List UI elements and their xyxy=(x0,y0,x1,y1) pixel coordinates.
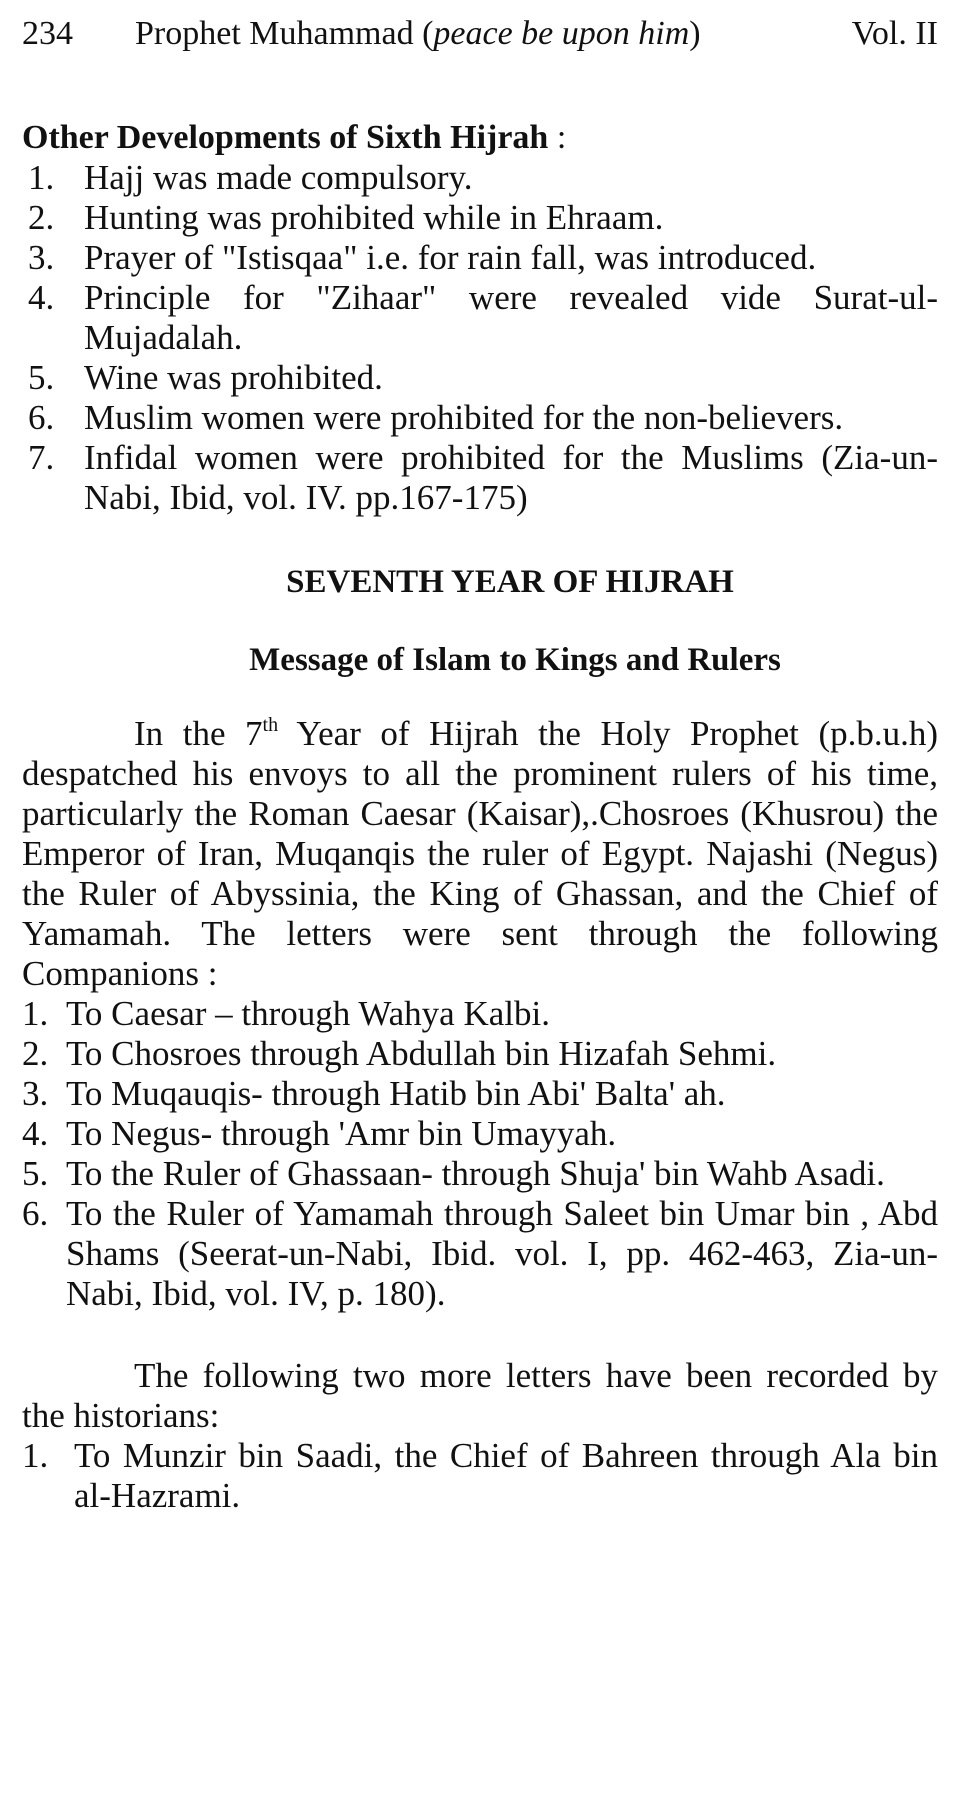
list-item-number: 3. xyxy=(28,238,55,277)
intro-paragraph: In the 7th Year of Hijrah the Holy Prophet (p.b.u.h) despatched his envoys to all the prominent rulers of his time, particularly the Roman Caesar (Kaisar),.Chosroes (Khusrou) the Emperor of Iran, Muqanqis the ruler of Egypt. Najashi (Negus) the Ruler of Abyssinia, the King of Ghassan, and the Chief of Yamamah. The letters were sent through the following Companions : xyxy=(22,714,939,993)
page-number: 234 xyxy=(22,15,73,52)
list-item-text: To Munzir bin Saadi, the Chief of Bahreen through Ala bin al-Hazrami. xyxy=(74,1436,938,1515)
list-item-number: 3. xyxy=(22,1074,49,1113)
list-item xyxy=(22,1074,938,1114)
list-item-text: To the Ruler of Ghassaan- through Shuja' bin Wahb Asadi. xyxy=(66,1154,885,1193)
list-item xyxy=(22,1194,938,1314)
list-item xyxy=(22,1436,938,1516)
list-item-text: Principle for "Zihaar" were revealed vide Surat-ul-Mujadalah. xyxy=(84,278,938,357)
historians-paragraph: The following two more letters have been recorded by the historians: xyxy=(22,1356,938,1435)
list-item xyxy=(22,994,938,1034)
list-item-text: To the Ruler of Yamamah through Saleet bin Umar bin , Abd Shams (Seerat-un-Nabi, Ibid. vol. I, pp. 462-463, Zia-un-Nabi, Ibid, vol. IV, p. 180). xyxy=(66,1194,938,1313)
list-item-text: To Chosroes through Abdullah bin Hizafah Sehmi. xyxy=(66,1034,777,1073)
list-item-number: 1. xyxy=(28,158,55,197)
list-item-text: To Caesar – through Wahya Kalbi. xyxy=(66,994,550,1033)
more-letters-list xyxy=(22,1436,938,1516)
book-title-italic: peace be upon him xyxy=(433,15,690,52)
list-item xyxy=(22,1154,938,1194)
running-header xyxy=(22,14,938,58)
list-item-text: Wine was prohibited. xyxy=(84,358,383,397)
list-item-text: To Negus- through 'Amr bin Umayyah. xyxy=(66,1114,617,1153)
volume-label: Vol. II xyxy=(851,15,938,52)
list-item-number: 5. xyxy=(28,358,55,397)
list-item-number: 5. xyxy=(22,1154,49,1193)
list-item-number: 1. xyxy=(22,1436,49,1475)
list-item-text: Muslim women were prohibited for the non-believers. xyxy=(84,398,844,437)
list-item-text: Infidal women were prohibited for the Muslims (Zia-un-Nabi, Ibid, vol. IV. pp.167-175) xyxy=(84,438,938,517)
list-item-text: To Muqauqis- through Hatib bin Abi' Balta' ah. xyxy=(66,1074,726,1113)
list-item-number: 6. xyxy=(28,398,55,437)
list-item xyxy=(22,278,938,358)
list-item-number: 1. xyxy=(22,994,49,1033)
list-item-text: Prayer of "Istisqaa" i.e. for rain fall, was introduced. xyxy=(84,238,817,277)
message-heading: Message of Islam to Kings and Rulers xyxy=(249,642,781,678)
list-item-text: Hajj was made compulsory. xyxy=(84,158,473,197)
list-item-number: 4. xyxy=(28,278,55,317)
list-item-number: 7. xyxy=(28,438,55,477)
section-heading: Other Developments of Sixth Hijrah : xyxy=(22,119,567,156)
list-item xyxy=(22,198,938,238)
list-item-text: Hunting was prohibited while in Ehraam. xyxy=(84,198,664,237)
list-item-number: 2. xyxy=(22,1034,49,1073)
list-item xyxy=(22,158,938,198)
developments-list xyxy=(22,158,938,518)
list-item-number: 2. xyxy=(28,198,55,237)
list-item xyxy=(22,238,938,278)
list-item xyxy=(22,398,938,438)
ordinal-superscript: th xyxy=(262,714,279,736)
book-title: Prophet Muhammad (peace be upon him) xyxy=(135,15,701,52)
year-heading: SEVENTH YEAR OF HIJRAH xyxy=(286,564,734,600)
list-item xyxy=(22,438,938,518)
list-item-number: 6. xyxy=(22,1194,49,1233)
list-item xyxy=(22,1034,938,1074)
list-item xyxy=(22,1114,938,1154)
list-item xyxy=(22,358,938,398)
document-page xyxy=(22,14,938,1516)
list-item-number: 4. xyxy=(22,1114,49,1153)
letters-list xyxy=(22,994,938,1314)
